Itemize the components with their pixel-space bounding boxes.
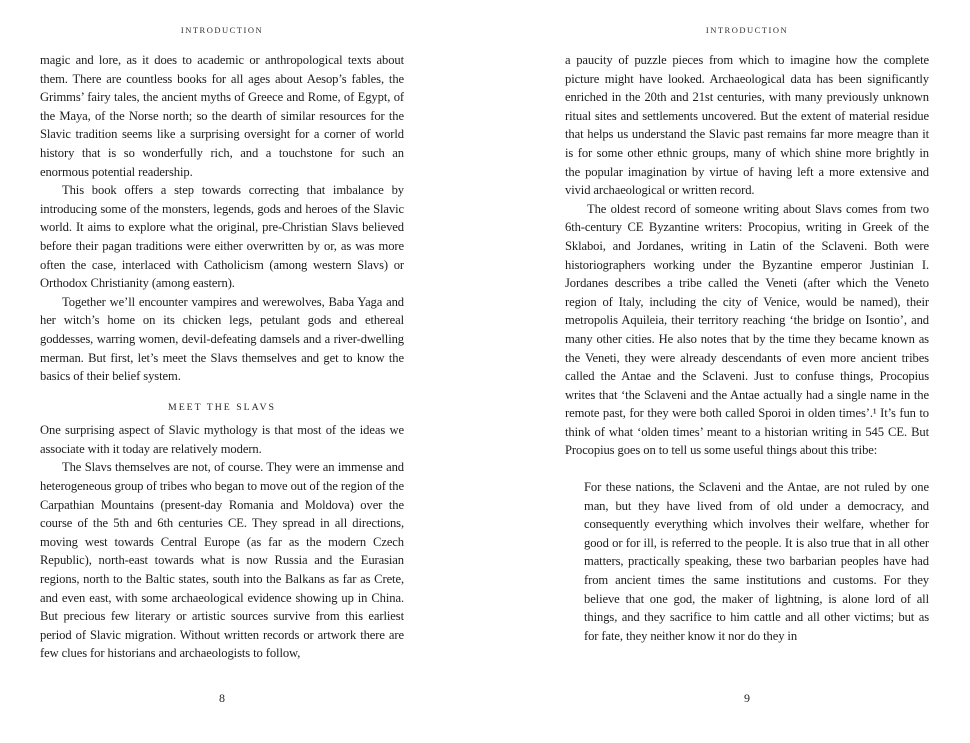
running-head-left: INTRODUCTION — [180, 25, 264, 35]
body-paragraph: magic and lore, as it does to academic or anthropological texts about them. There are countless books for all ages about Aesop’s fables, the Grimms’ fairy tales, the ancient myths of Greece and Rome, of Egypt, of the Maya, of the Norse north; so the dearth of similar resources for the Slavic tradition seems like a surprising oversight for a corner of world history that is so wonderfully rich, and a touchstone for such an enormous potential readership. — [40, 53, 404, 179]
body-paragraph: Together we’ll encounter vampires and werewolves, Baba Yaga and her witch’s home on its chicken legs, petulant gods and ethereal goddesses, warring women, devil-defeating damsels and a river-dwelling merman. But first, let’s meet the Slavs themselves and get to know the basics of their belief system. — [40, 294, 404, 384]
body-paragraph: This book offers a step towards correcting that imbalance by introducing some of the monsters, legends, gods and heroes of the Slavic world. It aims to explore what the original, pre-Christian Slavs believed before their pagan traditions were either overwritten by or, as was more often the case, interlaced with Catholicism (among western Slavs) or Orthodox Christianity (among eastern). — [40, 183, 404, 291]
body-paragraph: a paucity of puzzle pieces from which to imagine how the complete picture might have looked. Archaeological data has been significantly enriched in the 20th and 21st centuries, with many previously unknown ritual sites and settlements uncovered. But the extent of material residue that helps us understand the Slavic past remains far more meagre than it is for some other ethnic groups, many of which shine more brightly in the popular imagination by virtue of having left a more extensive and vivid archaeological or written record. — [565, 53, 929, 198]
page-left — [40, 0, 404, 743]
body-paragraph: One surprising aspect of Slavic mythology is that most of the ideas we associate with it today are relatively modern. — [40, 423, 404, 456]
page-number-right: 9 — [744, 691, 750, 705]
page-number-left: 8 — [219, 691, 225, 705]
body-paragraph: The oldest record of someone writing about Slavs comes from two 6th-century CE Byzantine writers: Procopius, writing in Greek of the Sklaboi, and Jordanes, writing in Latin of the Sclaveni. Both were historiographers working under the Byzantine emperor Justinian I. Jordanes describes a tribe called the Veneti (after which the Veneto region of Italy, including the city of Venice, would be named), their metropolis Aquileia, their territory reaching ‘the bridge on Isontio’, and many other cities. He also notes that by the time they became known as the Veneti, they were already descendants of even more ancient tribes called the Antae and the Sclaveni. Just to confuse things, Procopius writes that ‘the Sclaveni and the Antae actually had a single name in the remote past, for they were both called Sporoi in olden times’.¹ It’s fun to think of what ‘olden times’ meant to a historian writing in 545 CE. But Procopius goes on to tell us some useful things about this tribe: — [565, 201, 929, 458]
block-quote: For these nations, the Sclaveni and the Antae, are not ruled by one man, but they have lived from of old under a democracy, and consequently everything which involves their welfare, whether for good or for ill, is referred to the people. It is also true that in all other matters, practically speaking, these two barbarian peoples have had from ancient times the same institutions and customs. For they believe that one god, the maker of lightning, is alone lord of all things, and they sacrifice to him cattle and all other victims; but as for fate, they neither know it nor do they in — [584, 480, 929, 643]
page-left-body — [40, 51, 404, 663]
page-right-body — [565, 51, 929, 645]
section-heading-meet-the-slavs: MEET THE SLAVS — [167, 401, 277, 413]
running-head-right: INTRODUCTION — [705, 25, 789, 35]
page-right — [565, 0, 929, 743]
body-paragraph: The Slavs themselves are not, of course. They were an immense and heterogeneous group of tribes who began to move out of the region of the Carpathian Mountains (present-day Romania and Moldova) over the course of the 5th and 6th centuries CE. They spread in all directions, moving west towards Central Europe (as far as the modern Czech Republic), north-east towards what is now Russia and the Eurasian regions, north to the Baltic states, south into the Balkans as far as Crete, and even east, with some archaeological evidence showing up in China. But precious few literary or artistic sources survive from this earliest period of Slavic migration. Without written records or artwork there are few clues for historians and archaeologists to follow, — [40, 460, 404, 661]
